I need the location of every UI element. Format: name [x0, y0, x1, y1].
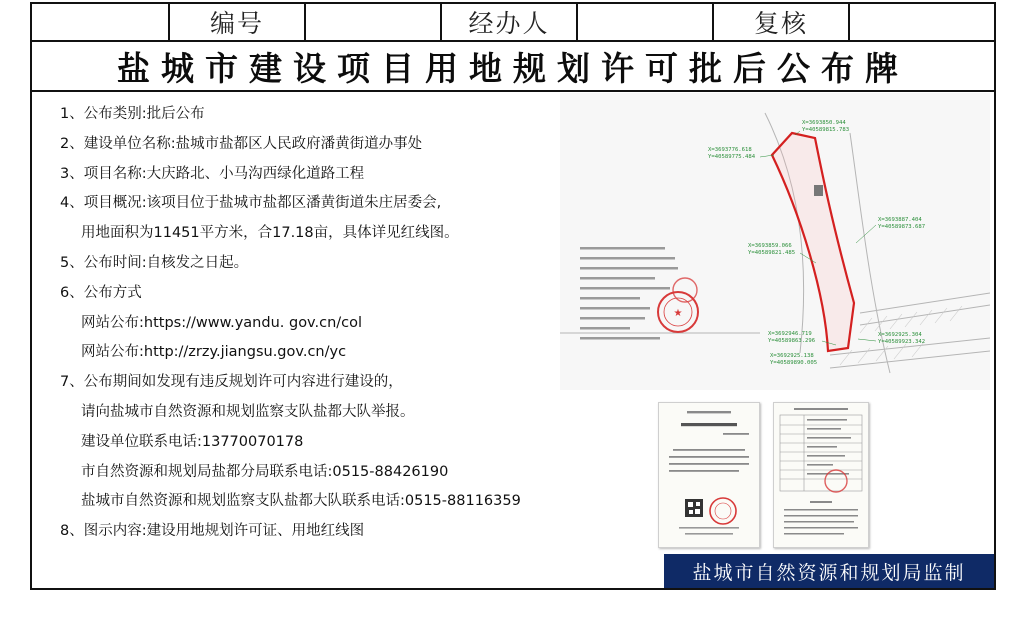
svg-text:X=3692925.304: X=3692925.304 [878, 332, 922, 338]
header-cell-number: 编号 [168, 4, 304, 40]
permit-certificate-content [773, 402, 869, 548]
header-cell-handler: 经办人 [440, 4, 576, 40]
svg-text:X=3693776.618: X=3693776.618 [708, 147, 752, 153]
item-brigade-phone: 盐城市自然资源和规划监察支队盐都大队联系电话:0515-88116359 [81, 493, 521, 510]
svg-text:Y=40589775.484: Y=40589775.484 [708, 154, 756, 160]
redline-map [560, 93, 990, 390]
svg-text:X=3692925.138: X=3692925.138 [770, 353, 814, 359]
header-blank-3 [848, 4, 994, 40]
item-website-2: 网站公布:http://zrzy.jiangsu.gov.cn/yc [81, 344, 347, 361]
header-blank-1 [304, 4, 440, 40]
board-title: 盐城市建设项目用地规划许可批后公布牌 [117, 48, 909, 88]
item-publish-time: 5、公布时间:自核发之日起。 [60, 254, 249, 271]
svg-text:Y=40589815.783: Y=40589815.783 [802, 127, 850, 133]
item-illustration-content: 8、图示内容:建设用地规划许可证、用地红线图 [60, 523, 365, 540]
svg-text:Y=40589863.296: Y=40589863.296 [768, 338, 816, 344]
title-row [32, 42, 994, 92]
item-website-1: 网站公布:https://www.yandu. gov.cn/col [81, 314, 363, 331]
header-row [32, 4, 994, 42]
svg-text:X=3693859.066: X=3693859.066 [748, 243, 792, 249]
footer-supervisor: 盐城市自然资源和规划局监制 [664, 554, 994, 588]
svg-text:Y=40589890.005: Y=40589890.005 [770, 360, 818, 366]
svg-text:Y=40589873.687: Y=40589873.687 [878, 224, 926, 230]
item-report-contact: 请向盐城市自然资源和规划监察支队盐都大队举报。 [81, 403, 415, 420]
item-land-area: 用地面积为11451平方米，合17.18亩，具体详见红线图。 [81, 225, 459, 242]
header-cell-reviewer: 复核 [712, 4, 848, 40]
item-project-name: 3、项目名称:大庆路北、小马沟西绿化道路工程 [60, 165, 365, 182]
svg-text:Y=40589821.485: Y=40589821.485 [748, 250, 796, 256]
svg-text:X=3692946.719: X=3692946.719 [768, 331, 812, 337]
item-unit-phone: 建设单位联系电话:13770070178 [81, 433, 304, 450]
item-unit-name: 2、建设单位名称:盐城市盐都区人民政府潘黄街道办事处 [60, 135, 423, 152]
item-report-notice: 7、公布期间如发现有违反规划许可内容进行建设的， [60, 374, 403, 391]
item-bureau-phone: 市自然资源和规划局盐都分局联系电话:0515-88426190 [81, 463, 449, 480]
svg-text:★: ★ [673, 308, 683, 319]
item-category: 1、公布类别:批后公布 [60, 106, 205, 122]
svg-text:X=3693850.944: X=3693850.944 [802, 120, 846, 126]
announcement-board [30, 2, 996, 590]
permit-certificate-cover [658, 402, 760, 548]
item-publish-method: 6、公布方式 [60, 284, 142, 301]
svg-text:Y=40589923.342: Y=40589923.342 [878, 339, 926, 345]
announcement-items [60, 100, 520, 547]
item-project-overview: 4、项目概况:该项目位于盐城市盐都区潘黄街道朱庄居委会, [60, 195, 442, 212]
header-blank-2 [576, 4, 712, 40]
svg-text:X=3693887.404: X=3693887.404 [878, 217, 922, 223]
